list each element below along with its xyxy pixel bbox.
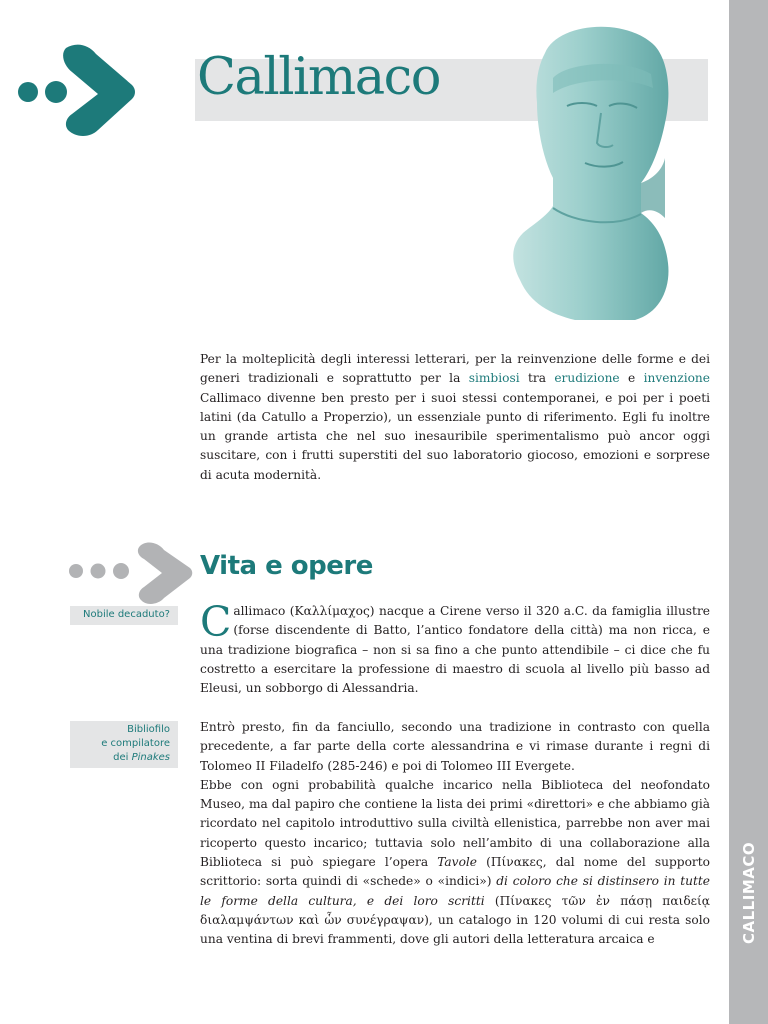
body-paragraphs-2-3 [200,718,710,950]
margin-note-line: e compilatore [101,738,170,749]
section-arrow-icon [66,540,196,606]
margin-note-text: Nobile decaduto? [83,609,170,620]
work-subtitle: di coloro che si distinsero in tutte le forme della cultura, e dei loro scritti [200,874,710,908]
intro-text: tra [519,371,555,386]
margin-note-text: dei [113,752,132,763]
intro-text: Callimaco divenne ben presto per i suoi stessi contemporanei, e poi per i poeti latini (da Catullo a Properzio), un essenziale punto di riferimento. Egli fu inoltre un grande artista che nel suo inesauribile sperimentalismo può ancor oggi suscitare, con i frutti superstiti del suo laboratorio giocoso, emozioni e sorprese di acuta modernità. [200,390,710,482]
intro-paragraph [200,350,710,485]
body-text: allimaco (Καλλίμαχος) nacque a Cirene verso il 320 a.C. da famiglia illustre (forse discendente di Batto, l’antico fondatore della città) ma non ricca, e una tradizione biografica – non si sa fino a che punto attendibile – ci dice che fu costretto a esercitare la professione di maestro di scuola al livello più basso ad Eleusi, un sobborgo di Alessandria. [200,604,710,696]
intro-text: e [619,371,644,386]
body-text: (Πίνακες, dal nome del supporto scrittorio: sorta quindi di «schede» o «indici») [200,855,710,889]
body-text: Ebbe con ogni probabilità qualche incarico nella Biblioteca del neofondato Museo, ma dal papiro che contiene la lista dei primi «direttori» e che abbiamo già ricordato nel capitolo introduttivo sulla civiltà ellenistica, parrebbe non aver mai ricoperto questo incarico; tuttavia solo nell’ambito di una collaborazione alla Biblioteca si può spiegare l’opera [200,777,710,870]
arrow-bullet-icon [14,40,139,140]
work-title-tavole: Tavole [437,855,478,870]
body-text: (Πίνακες τῶν ἐν πάσῃ παιδείᾳ διαλαμψάντων καὶ ὧν συνέγραψαν), un catalogo in 120 volumi di cui resta solo una ventina di brevi frammenti, dove gli autori della letteratura arcaica e [200,893,710,947]
margin-note-bibliofilo [70,721,178,768]
margin-note-line: Bibliofilo [127,724,170,735]
drop-cap: C [200,598,232,646]
callimachus-bust-image [505,18,675,323]
side-tab-label [740,894,758,944]
keyword-erudizione: erudizione [554,371,620,386]
margin-note-line [74,751,170,765]
intro-text: Per la molteplicità degli interessi letterari, per la reinvenzione delle forme e dei generi tradizionali e soprattutto per la [200,352,710,386]
body-paragraph-3 [200,776,710,950]
section-title: Vita e opere [200,551,373,581]
margin-note-nobile [70,606,178,625]
keyword-simbiosi: simbiosi [468,371,520,386]
body-paragraph-2: Entrò presto, fin da fanciullo, secondo una tradizione in contrasto con quella precedente, a far parte della corte alessandrina e vi rimase durante i regni di Tolomeo II Filadelfo (285-246) e poi di Tolomeo III Evergete. [200,720,710,773]
page-title: Callimaco [197,48,440,107]
body-paragraph-1 [200,598,710,698]
keyword-invenzione: invenzione [643,371,710,386]
margin-note-italic: Pinakes [131,752,170,763]
